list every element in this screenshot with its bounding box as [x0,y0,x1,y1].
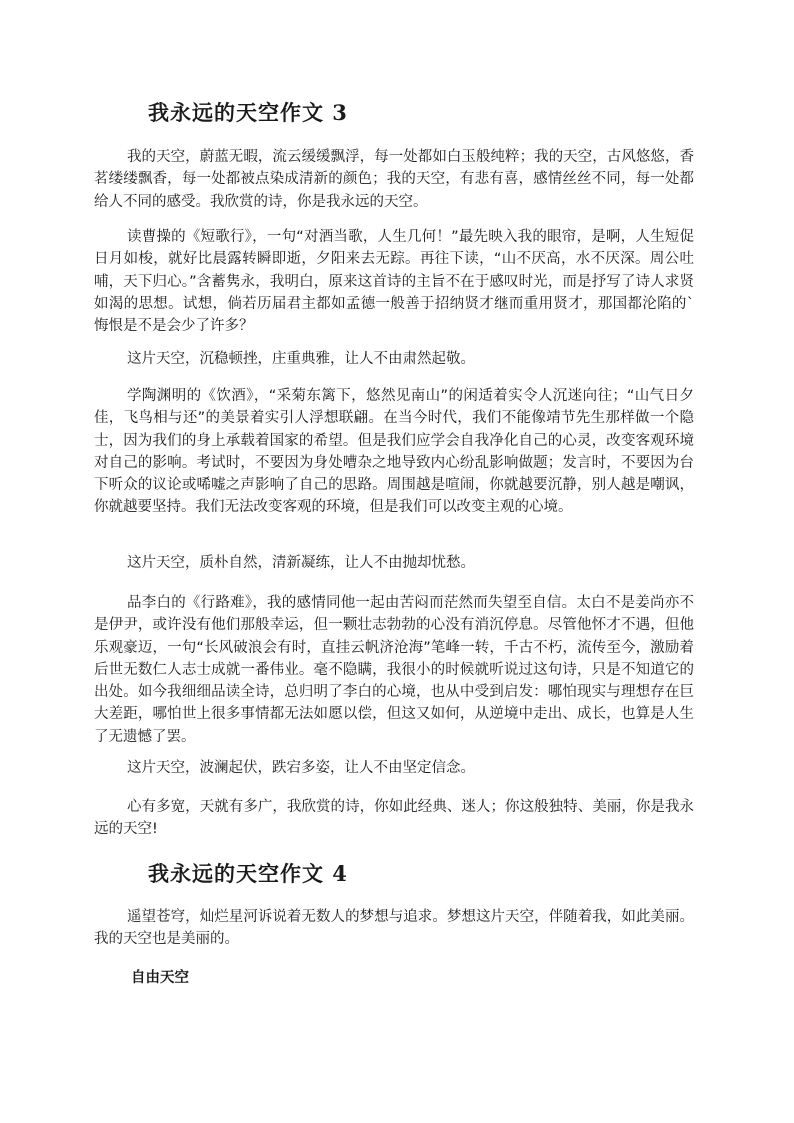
section-4-heading: 我永远的天空作文 4 [148,861,348,886]
section-3-paragraph-1: 我的天空，蔚蓝无暇，流云缓缓飘浮，每一处都如白玉般纯粹；我的天空，古风悠悠，香茗缕缕飘香，每一处都被点染成清新的颜色；我的天空，有悲有喜，感情丝丝不同，每一处都给人不同的感受。我欣赏的诗，你是我永远的天空。 [94,149,694,210]
section-3-paragraph-3: 这片天空，沉稳顿挫，庄重典雅，让人不由肃然起敬。 [127,351,475,367]
section-3-paragraph-7: 这片天空，波澜起伏，跌宕多姿，让人不由坚定信念。 [127,760,475,776]
section-4-subheading: 自由天空 [131,970,189,986]
section-4-paragraph-1: 遥望苍穹，灿烂星河诉说着无数人的梦想与追求。梦想这片天空，伴随着我，如此美丽。我的天空也是美丽的。 [94,909,694,948]
section-3-paragraph-6: 品李白的《行路难》，我的感情同他一起由苦闷而茫然而失望至自信。太白不是姜尚亦不是伊尹，或许没有他们那般幸运，但一颗壮志勃勃的心没有消沉停息。尽管他怀才不遇，但他乐观豪迈，一句“长风破浪会有时，直挂云帆济沧海”笔峰一转，千古不朽，流传至今，激励着后世无数仁人志士成就一番伟业。毫不隐瞒，我很小的时候就听说过这句诗，只是不知道它的出处。如今我细细品读全诗，总归明了李白的心境，也从中受到启发：哪怕现实与理想存在巨大差距，哪怕世上很多事情都无法如愿以偿，但这又如何，从逆境中走出、成长，也算是人生了无遗憾了罢。 [94,595,694,745]
section-3-paragraph-4: 学陶渊明的《饮酒》，“采菊东篱下，悠然见南山”的闲适着实令人沉迷向往；“山气日夕佳，飞鸟相与还”的美景着实引人浮想联翩。在当今时代，我们不能像靖节先生那样做一个隐士，因为我们的身上承载着国家的希望。但是我们应学会自我净化自己的心灵，改变客观环境对自己的影响。考试时，不要因为身处嘈杂之地导致内心纷乱影响做题；发言时，不要因为台下听众的议论或唏嘘之声影响了自己的思路。周围越是喧闹，你就越要沉静，别人越是嘲讽，你就越要坚持。我们无法改变客观的环境，但是我们可以改变主观的心境。 [94,388,694,516]
section-3-paragraph-8: 心有多宽，天就有多广，我欣赏的诗，你如此经典、迷人；你这般独特、美丽，你是我永远的天空! [94,799,694,838]
section-3-paragraph-2: 读曹操的《短歌行》，一句“对酒当歌，人生几何！”最先映入我的眼帘，是啊，人生短促日月如梭，就好比晨露转瞬即逝，夕阳来去无踪。再往下读，“山不厌高，水不厌深。周公吐哺，天下归心。”含蓄隽永，我明白，原来这首诗的主旨不在于感叹时光，而是抒写了诗人求贤如渴的思想。试想，倘若历届君主都如孟德一般善于招纳贤才继而重用贤才，那国都沦陷的`悔恨是不是会少了许多？ [94,229,694,335]
section-3-heading: 我永远的天空作文 3 [148,100,348,125]
section-3-paragraph-5: 这片天空，质朴自然，清新凝练，让人不由抛却忧愁。 [127,555,475,571]
